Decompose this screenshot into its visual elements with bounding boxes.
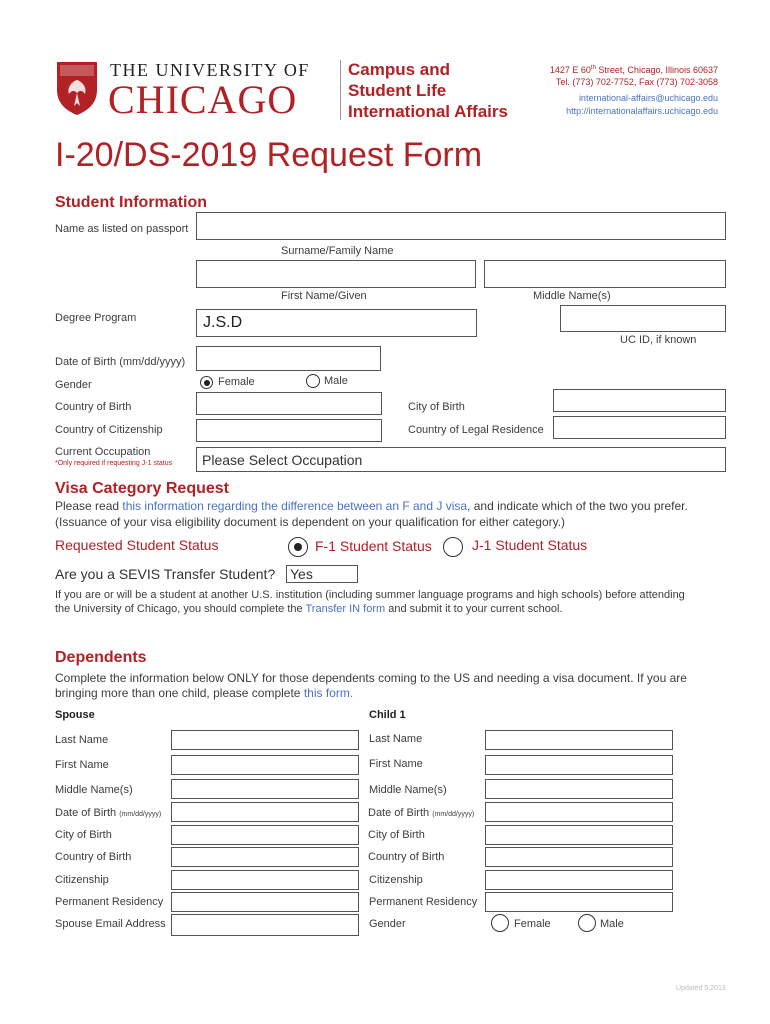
- child-dob-label: Date of Birth (mm/dd/yyyy): [368, 807, 475, 819]
- degree-program-field[interactable]: [196, 309, 477, 337]
- spouse-first-name-field[interactable]: [171, 755, 359, 775]
- dob-field[interactable]: [196, 346, 381, 371]
- j1-label: J-1 Student Status: [472, 537, 588, 553]
- gender-label: Gender: [55, 379, 92, 391]
- city-of-birth-label: City of Birth: [408, 401, 465, 413]
- child-permanent-residency-field[interactable]: [485, 892, 673, 912]
- country-of-birth-label: Country of Birth: [55, 401, 132, 413]
- header-divider: [340, 60, 341, 120]
- middle-name-label: Middle Name(s): [533, 290, 611, 302]
- child-first-name-label: First Name: [369, 758, 423, 770]
- spouse-last-name-label: Last Name: [55, 734, 109, 746]
- f1-label: F-1 Student Status: [315, 538, 432, 554]
- child-first-name-field[interactable]: [485, 755, 673, 775]
- child-dob-format: (mm/dd/yyyy): [432, 811, 475, 818]
- university-name-line1: THE UNIVERSITY OF: [110, 60, 310, 80]
- child-permanent-residency-label: Permanent Residency: [369, 896, 478, 908]
- dob-label: Date of Birth (mm/dd/yyyy): [55, 356, 186, 368]
- contact-email-link[interactable]: international-affairs@uchicago.edu: [578, 93, 718, 103]
- passport-name-label: Name as listed on passport: [55, 223, 189, 235]
- visa-difference-link[interactable]: this information regarding the difference between an F and J visa: [122, 499, 468, 513]
- degree-program-label: Degree Program: [55, 312, 137, 324]
- visa-intro-line1: Please read this information regarding the difference between an F and J visa, and indicate which of the two you prefer.: [55, 499, 688, 513]
- sevis-transfer-select[interactable]: [286, 565, 358, 583]
- phoenix-shield-icon: [55, 60, 99, 116]
- child-female-label: Female: [514, 918, 551, 930]
- surname-label: Surname/Family Name: [281, 245, 394, 257]
- spouse-dob-field[interactable]: [171, 802, 359, 822]
- city-of-birth-field[interactable]: [553, 389, 726, 412]
- surname-field[interactable]: [196, 212, 726, 240]
- student-info-heading: Student Information: [55, 194, 207, 211]
- child-male-label: Male: [600, 918, 624, 930]
- dependents-form-link[interactable]: this form.: [303, 686, 354, 700]
- child-last-name-field[interactable]: [485, 730, 673, 750]
- spouse-permanent-residency-field[interactable]: [171, 892, 359, 912]
- child-dob-field[interactable]: [485, 802, 673, 822]
- country-of-birth-field[interactable]: [196, 392, 382, 415]
- spouse-email-label: Spouse Email Address: [55, 918, 166, 930]
- occupation-label: Current Occupation: [55, 446, 151, 458]
- spouse-first-name-label: First Name: [55, 759, 109, 771]
- spouse-header: Spouse: [55, 709, 95, 721]
- dependents-heading: Dependents: [55, 649, 147, 666]
- spouse-country-of-birth-field[interactable]: [171, 847, 359, 867]
- dependents-intro-line2: bringing more than one child, please complete this form.: [55, 686, 354, 700]
- middle-name-field[interactable]: [484, 260, 726, 288]
- female-radio[interactable]: [200, 376, 213, 389]
- department-name-line2: Student Life: [348, 81, 447, 100]
- transfer-note-line1: If you are or will be a student at another U.S. institution (including summer language programs and high schools) before attending: [55, 589, 685, 601]
- contact-website-link[interactable]: http://internationalaffairs.uchicago.edu: [566, 106, 718, 116]
- occupation-select[interactable]: [196, 447, 726, 472]
- spouse-middle-name-label: Middle Name(s): [55, 784, 133, 796]
- child1-header: Child 1: [369, 709, 406, 721]
- male-label: Male: [324, 375, 348, 387]
- sevis-transfer-value: Yes: [290, 566, 313, 582]
- spouse-permanent-residency-label: Permanent Residency: [55, 896, 164, 908]
- university-name-line2: CHICAGO: [108, 77, 298, 122]
- spouse-citizenship-field[interactable]: [171, 870, 359, 890]
- sevis-transfer-label: Are you a SEVIS Transfer Student?: [55, 566, 276, 582]
- child-city-of-birth-label: City of Birth: [368, 829, 425, 841]
- student-status-label: Requested Student Status: [55, 537, 219, 553]
- first-name-field[interactable]: [196, 260, 476, 288]
- citizenship-field[interactable]: [196, 419, 382, 442]
- spouse-city-of-birth-label: City of Birth: [55, 829, 112, 841]
- department-name-line3: International Affairs: [348, 102, 508, 121]
- ucid-field[interactable]: [560, 305, 726, 332]
- child-middle-name-label: Middle Name(s): [369, 784, 447, 796]
- spouse-city-of-birth-field[interactable]: [171, 825, 359, 845]
- child-female-radio[interactable]: [491, 914, 509, 932]
- uchicago-shield-logo: [55, 60, 99, 116]
- form-title: I-20/DS-2019 Request Form: [55, 136, 483, 174]
- transfer-note-line2: the University of Chicago, you should complete the Transfer IN form and submit it to your current school.: [55, 603, 563, 615]
- f1-radio[interactable]: [288, 537, 308, 557]
- child-city-of-birth-field[interactable]: [485, 825, 673, 845]
- legal-residence-label: Country of Legal Residence: [408, 424, 544, 436]
- first-name-label: First Name/Given: [281, 290, 367, 302]
- j1-radio[interactable]: [443, 537, 463, 557]
- department-name-line1: Campus and: [348, 60, 451, 79]
- spouse-email-field[interactable]: [171, 914, 359, 936]
- child-male-radio[interactable]: [578, 914, 596, 932]
- child-middle-name-field[interactable]: [485, 779, 673, 799]
- child-country-of-birth-field[interactable]: [485, 847, 673, 867]
- contact-address: 1427 E 60th Street, Chicago, Illinois 60637: [549, 65, 718, 75]
- child-country-of-birth-label: Country of Birth: [368, 851, 445, 863]
- spouse-last-name-field[interactable]: [171, 730, 359, 750]
- dependents-intro-line1: Complete the information below ONLY for those dependents coming to the US and needing a visa document. If you are: [55, 671, 687, 685]
- spouse-dob-label: Date of Birth (mm/dd/yyyy): [55, 807, 162, 819]
- spouse-country-of-birth-label: Country of Birth: [55, 851, 132, 863]
- male-radio[interactable]: [306, 374, 320, 388]
- child-citizenship-field[interactable]: [485, 870, 673, 890]
- child-citizenship-label: Citizenship: [369, 874, 423, 886]
- transfer-in-form-link[interactable]: Transfer IN form: [305, 603, 386, 615]
- citizenship-label: Country of Citizenship: [55, 424, 163, 436]
- female-label: Female: [218, 376, 255, 388]
- updated-footer: Updated 5.2013: [676, 985, 726, 992]
- spouse-dob-format: (mm/dd/yyyy): [119, 811, 162, 818]
- spouse-citizenship-label: Citizenship: [55, 874, 109, 886]
- child-last-name-label: Last Name: [369, 733, 423, 745]
- visa-heading: Visa Category Request: [55, 480, 229, 497]
- degree-program-value: J.S.D: [203, 314, 243, 331]
- occupation-note: *Only required if requesting J-1 status: [55, 460, 173, 467]
- ucid-label: UC ID, if known: [620, 334, 697, 346]
- legal-residence-field[interactable]: [553, 416, 726, 439]
- occupation-select-value: Please Select Occupation: [202, 452, 363, 468]
- child-gender-label: Gender: [369, 918, 406, 930]
- contact-phone: Tel. (773) 702-7752, Fax (773) 702-3058: [555, 77, 718, 87]
- spouse-middle-name-field[interactable]: [171, 779, 359, 799]
- visa-intro-line2: (Issuance of your visa eligibility document is dependent on your qualification for either category.): [55, 515, 566, 529]
